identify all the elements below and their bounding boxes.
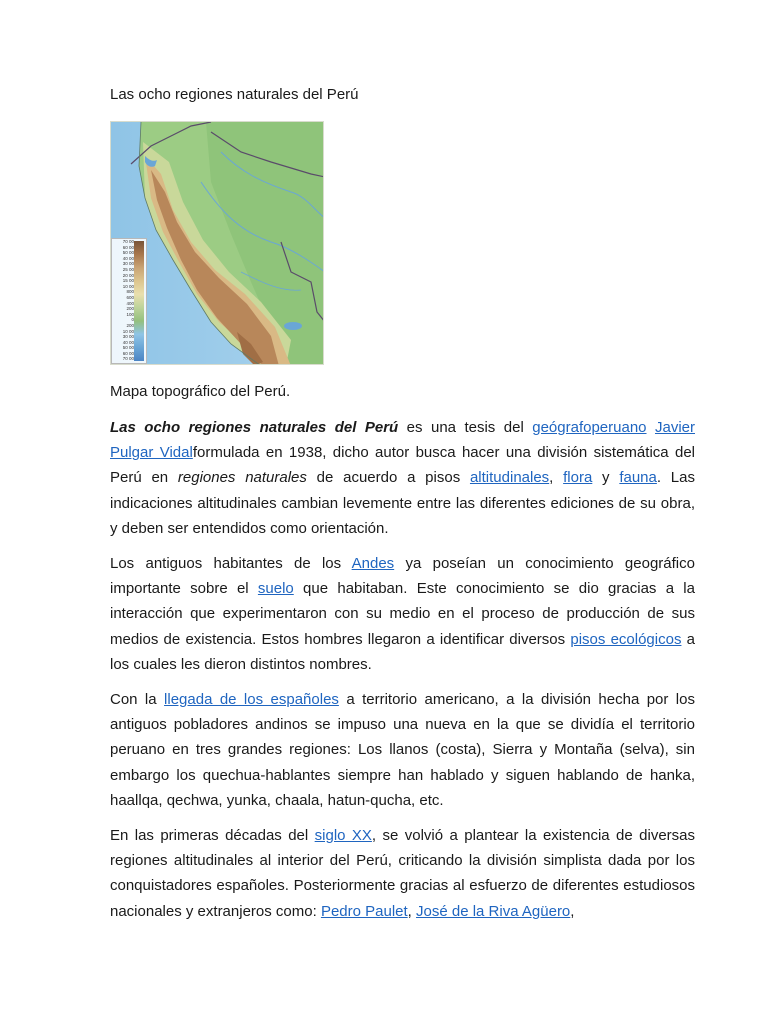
legend-label: 10 00 [122, 328, 134, 334]
legend-label: 400 [126, 300, 134, 306]
legend-label: 30 00 [122, 334, 134, 340]
link-llegada-de-los-espanoles[interactable]: llegada de los españoles [164, 691, 339, 709]
document-title: Las ocho regiones naturales del Perú [110, 86, 359, 103]
text: que habitaban. Este conocimiento se dio gracias a la interacción que experimentaron con su medio en el proceso de producción de sus medios de existencia. Estos hombres llegaron a identificar diversos [110, 580, 695, 648]
altitude-legend [111, 238, 147, 364]
italic-regiones-naturales: regiones naturales [177, 469, 307, 487]
link-flora[interactable]: flora [563, 469, 593, 487]
legend-label: 600 [126, 294, 134, 300]
text: , [549, 469, 564, 487]
text: y [592, 469, 620, 487]
legend-label: 50 00 [122, 250, 134, 256]
paragraph-3 [110, 687, 695, 813]
text: a territorio americano, a la división hecha por los antiguos pobladores andinos se impuso una nueva en la que se dividía el territorio peruano en tres grandes regiones: Los llanos (costa), Sierra y Montaña (selva), sin embargo los quechua-hablantes siempre han hablado y siguen hablando de hanka, haallqa, qechwa, yunka, chaala, hatun-qucha, etc. [110, 691, 695, 809]
text: . Las indicaciones altitudinales cambian levemente entre las diferentes ediciones de su obra, y deben ser entendidos como orientación. [110, 469, 695, 537]
text: formulada en 1938, dicho autor busca hacer una división sistemática del Perú en [110, 444, 695, 487]
legend-label: 60 00 [122, 244, 134, 250]
legend-label: 15 00 [122, 278, 134, 284]
paragraph-2 [110, 551, 695, 677]
lead-phrase: Las ocho regiones naturales del Perú [110, 419, 399, 436]
text: es una tesis del [398, 419, 533, 436]
legend-label: 30 00 [122, 261, 134, 267]
text: a los cuales les dieron distintos nombres. [110, 630, 695, 673]
legend-label: 10 00 [122, 283, 134, 289]
legend-label: 70 00 [122, 356, 134, 362]
text: Con la [110, 691, 165, 709]
link-geografo-peruano[interactable]: geógrafoperuano [532, 419, 647, 436]
legend-label: 60 00 [122, 350, 134, 356]
map-caption: Mapa topográfico del Perú. [110, 383, 291, 400]
legend-label: 0 [131, 317, 134, 323]
link-andes[interactable]: Andes [351, 555, 395, 573]
link-siglo-xx[interactable]: siglo XX [314, 827, 372, 845]
legend-label: 70 00 [122, 239, 134, 244]
text: , [570, 902, 575, 920]
legend-label: 800 [126, 289, 134, 295]
text: , se volvió a plantear la existencia de diversas regiones altitudinales al interior del Perú, criticando la división simplista dada por los conquistadores españoles. Posteriormente gracias al esfuerzo de diferentes estudiosos nacionales y extranjeros como: [110, 827, 696, 920]
text: En las primeras décadas del [110, 827, 315, 845]
link-altitudinales[interactable]: altitudinales [469, 469, 550, 487]
text: ya poseían un conocimiento geográfico importante sobre el [110, 555, 695, 598]
legend-label: 40 00 [122, 255, 134, 261]
legend-label: 200 [126, 322, 134, 328]
peru-topographic-map [110, 121, 324, 365]
link-fauna[interactable]: fauna [619, 469, 657, 487]
document-body [110, 415, 695, 934]
link-javier-pulgar-vidal[interactable]: Javier Pulgar Vidal [110, 419, 695, 462]
paragraph-4 [110, 823, 695, 924]
legend-label: 100 [126, 311, 134, 317]
text: Los antiguos habitantes de los [110, 555, 352, 573]
legend-label: 20 00 [122, 272, 134, 278]
altitude-color-scale [134, 241, 144, 361]
legend-label: 25 00 [122, 266, 134, 272]
link-suelo[interactable]: suelo [257, 580, 294, 598]
text [647, 419, 655, 436]
paragraph-1 [110, 415, 695, 541]
link-jose-de-la-riva-aguero[interactable]: José de la Riva Agüero [416, 902, 571, 920]
text: , [407, 902, 417, 920]
text: de acuerdo a pisos [306, 469, 470, 487]
legend-label: 200 [126, 306, 134, 312]
link-pedro-paulet[interactable]: Pedro Paulet [320, 902, 408, 920]
link-pisos-ecologicos[interactable]: pisos ecológicos [570, 630, 682, 648]
legend-label: 40 00 [122, 339, 134, 345]
legend-label: 50 00 [122, 345, 134, 351]
